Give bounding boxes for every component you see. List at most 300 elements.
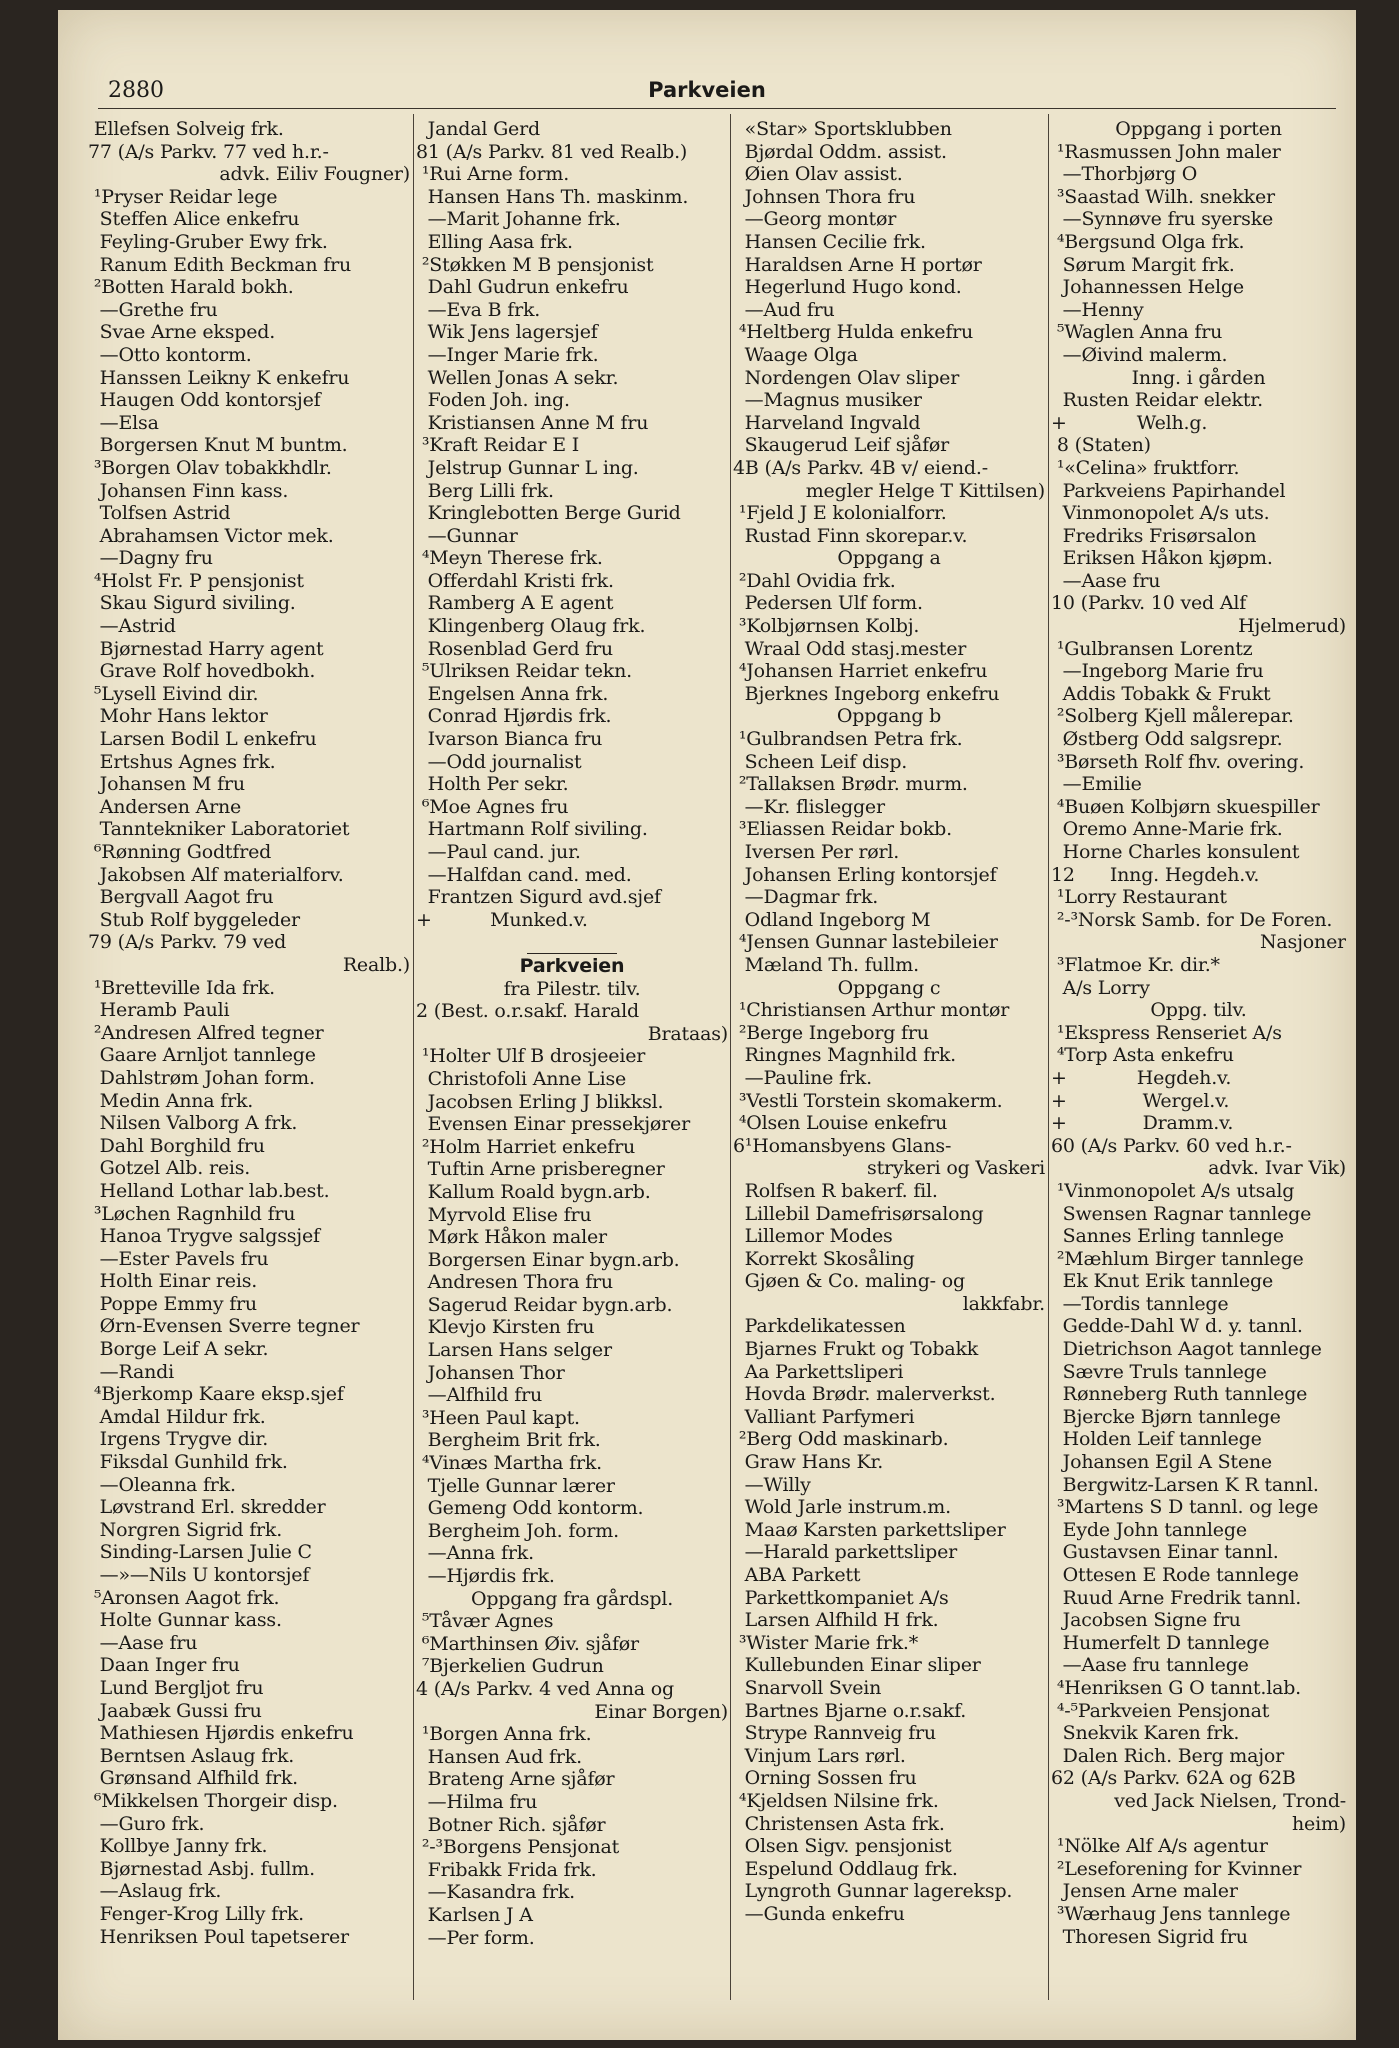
- directory-entry: Swensen Ragnar tannlege: [1051, 1202, 1312, 1225]
- section-heading-rule: [527, 953, 617, 954]
- directory-entry: ²Botten Harald bokh.: [88, 276, 294, 299]
- directory-entry: ¹Ekspress Renseriet A/s: [1051, 1021, 1282, 1044]
- directory-entry: Ranum Edith Beckman fru: [88, 253, 352, 276]
- directory-entry: Christofoli Anne Lise: [416, 1067, 627, 1090]
- directory-entry: Rolfsen R bakerf. fil.: [733, 1179, 938, 1202]
- directory-entry: Feyling-Gruber Ewy frk.: [88, 230, 328, 253]
- directory-entry: Mæland Th. fullm.: [733, 953, 919, 976]
- directory-entry: Rosenblad Gerd fru: [416, 637, 613, 660]
- directory-entry: ⁴Henriksen G O tannt.lab.: [1051, 1676, 1302, 1699]
- directory-entry: Johansen Egil A Stene: [1051, 1451, 1272, 1474]
- directory-entry: Nordengen Olav sliper: [733, 366, 960, 389]
- page-number: 2880: [108, 78, 164, 103]
- directory-entry: Dietrichson Aagot tannlege: [1051, 1338, 1322, 1361]
- directory-entry: Holden Leif tannlege: [1051, 1428, 1262, 1451]
- directory-entry: Larsen Bodil L enkefru: [88, 728, 317, 751]
- directory-entry: —Synnøve fru syerske: [1051, 208, 1274, 231]
- directory-entry: ⁴Buøen Kolbjørn skuespiller: [1051, 795, 1320, 818]
- directory-entry: ¹Gulbrandsen Petra frk.: [733, 728, 963, 751]
- directory-entry: Bergheim Joh. form.: [416, 1519, 619, 1542]
- directory-entry: ABA Parkett: [733, 1564, 861, 1586]
- header-rule: [98, 108, 1336, 109]
- directory-entry: Mathiesen Hjørdis enkefru: [88, 1722, 354, 1745]
- directory-entry: —Otto kontorm.: [88, 343, 252, 366]
- directory-entry: Jelstrup Gunnar L ing.: [416, 456, 639, 479]
- directory-entry: Bjercke Bjørn tannlege: [1051, 1405, 1281, 1428]
- directory-entry: Lillebil Damefrisørsalong: [733, 1202, 984, 1225]
- directory-entry: —Øivind malerm.: [1051, 343, 1228, 366]
- directory-entry: Borge Leif A sekr.: [88, 1338, 269, 1361]
- directory-entry: Eyde John tannlege: [1051, 1518, 1247, 1541]
- directory-entry: «Star» Sportsklubben: [733, 118, 952, 140]
- directory-entry: Larsen Hans selger: [416, 1339, 612, 1362]
- directory-entry: —Grethe fru: [88, 298, 218, 321]
- directory-entry: Aa Parkettsliperi: [733, 1360, 904, 1383]
- directory-entry: Jandal Gerd: [416, 118, 540, 140]
- directory-entry: Botner Rich. sjåfør: [416, 1813, 606, 1836]
- directory-entry: Olsen Sigv. pensjonist: [733, 1835, 952, 1858]
- directory-entry: advk. Ivar Vik): [1190, 1157, 1346, 1180]
- directory-entry: Irgens Trygve dir.: [88, 1428, 269, 1451]
- directory-entry: + Wergel.v.: [1051, 1089, 1230, 1112]
- directory-entry: Bjørnestad Harry agent: [88, 637, 324, 660]
- directory-entry: —Willy: [733, 1473, 811, 1496]
- directory-entry: ⁴Heltberg Hulda enkefru: [733, 321, 974, 344]
- directory-entry: ⁵Ulriksen Reidar tekn.: [416, 660, 632, 683]
- directory-entry: Kallum Roald bygn.arb.: [416, 1180, 651, 1203]
- directory-entry: Tuftin Arne prisberegner: [416, 1158, 665, 1181]
- directory-entry: ⁶Mikkelsen Thorgeir disp.: [88, 1789, 338, 1812]
- directory-entry: Fiksdal Gunhild frk.: [88, 1451, 288, 1474]
- directory-entry: ²Berg Odd maskinarb.: [733, 1428, 949, 1451]
- directory-entry: Amdal Hildur frk.: [88, 1405, 266, 1428]
- directory-entry: Østberg Odd salgsrepr.: [1051, 728, 1283, 751]
- directory-entry: ²Solberg Kjell målerepar.: [1051, 705, 1294, 728]
- directory-entry: Holth Per sekr.: [416, 773, 569, 796]
- directory-entry: —Ingeborg Marie fru: [1051, 660, 1264, 683]
- directory-entry: —Aud fru: [733, 298, 835, 321]
- directory-entry: ⁴Jensen Gunnar lastebileier: [733, 931, 998, 954]
- directory-entry: Henriksen Poul tapetserer: [88, 1925, 349, 1948]
- directory-entry: Holte Gunnar kass.: [88, 1609, 282, 1632]
- directory-entry: —Georg montør: [733, 208, 897, 231]
- directory-entry: ²-³Norsk Samb. for De Foren.: [1051, 908, 1333, 931]
- directory-entry: Offerdahl Kristi frk.: [416, 569, 614, 592]
- directory-entry: 4B (A/s Parkv. 4B v/ eiend.-: [733, 456, 988, 479]
- directory-entry: 8 (Staten): [1051, 434, 1151, 457]
- directory-entry: ³Wærhaug Jens tannlege: [1051, 1902, 1291, 1925]
- directory-page: [58, 10, 1356, 2040]
- directory-entry: Andersen Arne: [88, 795, 242, 818]
- directory-entry: ¹Fjeld J E kolonialforr.: [733, 502, 947, 525]
- directory-entry: Svae Arne eksped.: [88, 321, 276, 344]
- directory-entry: Realb.): [342, 953, 410, 976]
- directory-entry: ³Borgen Olav tobakkhdlr.: [88, 456, 332, 479]
- directory-entry: Kollbye Janny frk.: [88, 1835, 268, 1858]
- directory-entry: Dahlstrøm Johan form.: [88, 1066, 315, 1089]
- directory-entry: 2 (Best. o.r.sakf. Harald: [416, 1000, 639, 1023]
- directory-entry: ⁴Johansen Harriet enkefru: [733, 660, 988, 683]
- directory-entry: heim): [1292, 1812, 1346, 1835]
- directory-entry: —Gunda enkefru: [733, 1902, 905, 1925]
- directory-entry: Ellefsen Solveig frk.: [88, 118, 284, 140]
- directory-entry: Hovda Brødr. malerverkst.: [733, 1383, 996, 1406]
- directory-entry: ¹Rasmussen John maler: [1051, 140, 1281, 163]
- directory-entry: ⁷Bjerkelien Gudrun: [416, 1655, 604, 1678]
- directory-entry: Daan Inger fru: [88, 1654, 240, 1677]
- directory-entry: Espelund Oddlaug frk.: [733, 1857, 958, 1880]
- directory-entry: Stub Rolf byggeleder: [88, 908, 300, 931]
- directory-entry: —Aase fru tannlege: [1051, 1654, 1249, 1677]
- directory-entry: ¹Lorry Restaurant: [1051, 886, 1227, 909]
- directory-entry: Holth Einar reis.: [88, 1270, 258, 1293]
- directory-entry: Ertshus Agnes frk.: [88, 750, 276, 773]
- directory-entry: Graw Hans Kr.: [733, 1451, 884, 1474]
- directory-entry: Ruud Arne Fredrik tannl.: [1051, 1586, 1302, 1609]
- directory-entry: ¹Christiansen Arthur montør: [733, 999, 1010, 1022]
- directory-entry: —Pauline frk.: [733, 1066, 872, 1089]
- directory-entry: Wraal Odd stasj.mester: [733, 637, 967, 660]
- directory-entry: Dalen Rich. Berg major: [1051, 1744, 1285, 1767]
- directory-entry: Eriksen Håkon kjøpm.: [1051, 547, 1273, 570]
- directory-entry: Jacobsen Signe fru: [1051, 1609, 1241, 1632]
- directory-entry: Brateng Arne sjåfør: [416, 1768, 615, 1791]
- directory-entry: ³Kraft Reidar E I: [416, 434, 580, 457]
- directory-entry: 10 (Parkv. 10 ved Alf: [1051, 592, 1247, 615]
- directory-entry: ⁵Waglen Anna fru: [1051, 321, 1223, 344]
- directory-entry: A/s Lorry: [1051, 976, 1150, 999]
- directory-entry: 4 (A/s Parkv. 4 ved Anna og: [416, 1677, 674, 1700]
- directory-entry: ³Saastad Wilh. snekker: [1051, 185, 1275, 208]
- directory-entry: Berg Lilli frk.: [416, 479, 554, 502]
- directory-entry: Hegerlund Hugo kond.: [733, 276, 962, 299]
- directory-entry: ³Wister Marie frk.*: [733, 1631, 919, 1654]
- directory-entry: Myrvold Elise fru: [416, 1203, 592, 1226]
- directory-entry: —»—Nils U kontorsjef: [88, 1564, 310, 1586]
- directory-entry: ¹Bretteville Ida frk.: [88, 976, 276, 999]
- directory-entry: lakkfabr.: [962, 1292, 1045, 1315]
- directory-entry: Gustavsen Einar tannl.: [1051, 1541, 1279, 1564]
- directory-entry: ¹Nölke Alf A/s agentur: [1051, 1835, 1268, 1858]
- directory-entry: Oppgang b: [836, 705, 942, 728]
- directory-entry: Bergheim Brit frk.: [416, 1429, 601, 1452]
- directory-entry: Borgersen Einar bygn.arb.: [416, 1248, 680, 1271]
- directory-entry: Medin Anna frk.: [88, 1089, 254, 1112]
- directory-entry: ²Mæhlum Birger tannlege: [1051, 1247, 1304, 1270]
- directory-entry: Hanoa Trygve salgssjef: [88, 1225, 320, 1248]
- directory-entry: ¹«Celina» fruktforr.: [1051, 456, 1240, 479]
- directory-entry: ³Løchen Ragnhild fru: [88, 1202, 296, 1225]
- directory-entry: Parkveiens Papirhandel: [1051, 479, 1286, 502]
- directory-entry: Christensen Asta frk.: [733, 1812, 945, 1835]
- directory-entry: Oremo Anne-Marie frk.: [1051, 818, 1283, 841]
- directory-entry: Jacobsen Erling J blikksl.: [416, 1090, 664, 1113]
- running-head: Parkveien: [648, 78, 766, 102]
- directory-entry: Klingenberg Olaug frk.: [416, 615, 646, 638]
- directory-entry: Horne Charles konsulent: [1051, 841, 1300, 863]
- directory-entry: Hansen Cecilie frk.: [733, 230, 926, 253]
- directory-entry: —Kasandra frk.: [416, 1881, 575, 1904]
- directory-entry: Orning Sossen fru: [733, 1767, 917, 1790]
- directory-entry: Mohr Hans lektor: [88, 705, 268, 728]
- directory-entry: megler Helge T Kittilsen): [794, 479, 1045, 502]
- directory-entry: ved Jack Nielsen, Trond-: [1102, 1789, 1346, 1812]
- directory-entry: Sagerud Reidar bygn.arb.: [416, 1293, 673, 1316]
- column-divider: [413, 114, 414, 2000]
- directory-entry: Johansen Erling kontorsjef: [733, 863, 997, 886]
- directory-entry: Inng. i gården: [1131, 366, 1266, 389]
- directory-entry: Sørum Margit frk.: [1051, 253, 1235, 276]
- directory-column-1: [88, 118, 410, 1948]
- directory-entry: Heramb Pauli: [88, 999, 230, 1022]
- directory-entry: + Hegdeh.v.: [1051, 1066, 1232, 1089]
- directory-entry: —Aase fru: [1051, 569, 1161, 592]
- directory-entry: Hartmann Rolf siviling.: [416, 818, 648, 841]
- directory-entry: Steffen Alice enkefru: [88, 208, 300, 231]
- directory-column-2: [416, 118, 728, 1949]
- directory-entry: fra Pilestr. tilv.: [503, 977, 641, 1000]
- directory-entry: ⁶Moe Agnes fru: [416, 795, 569, 818]
- directory-entry: Snekvik Karen frk.: [1051, 1722, 1240, 1745]
- directory-entry: ²Støkken M B pensjonist: [416, 253, 654, 276]
- directory-entry: ⁴Vinæs Martha frk.: [416, 1452, 602, 1475]
- directory-entry: Humerfelt D tannlege: [1051, 1631, 1270, 1654]
- directory-entry: ⁵Aronsen Aagot frk.: [88, 1586, 280, 1609]
- directory-entry: Kullebunden Einar sliper: [733, 1654, 981, 1677]
- directory-entry: Karlsen J A: [416, 1903, 533, 1926]
- directory-entry: —Thorbjørg O: [1051, 163, 1198, 186]
- directory-entry: 60 (A/s Parkv. 60 ved h.r.-: [1051, 1134, 1292, 1157]
- directory-entry: 12 Inng. Hegdeh.v.: [1051, 863, 1260, 886]
- directory-entry: ²Holm Harriet enkefru: [416, 1135, 636, 1158]
- directory-entry: Johansen Thor: [416, 1361, 565, 1384]
- directory-entry: Maaø Karsten parkettsliper: [733, 1518, 1006, 1541]
- directory-entry: Rønneberg Ruth tannlege: [1051, 1383, 1308, 1406]
- directory-entry: Valliant Parfymeri: [733, 1405, 915, 1428]
- directory-entry: Harveland Ingvald: [733, 411, 921, 434]
- directory-entry: Iversen Per rørl.: [733, 841, 900, 863]
- directory-entry: Foden Joh. ing.: [416, 389, 570, 412]
- directory-entry: Larsen Alfhild H frk.: [733, 1609, 939, 1632]
- directory-entry: Sannes Erling tannlege: [1051, 1225, 1284, 1248]
- directory-entry: ⁴Meyn Therese frk.: [416, 547, 603, 570]
- directory-entry: ⁴Olsen Louise enkefru: [733, 1112, 948, 1135]
- directory-entry: ²Dahl Ovidia frk.: [733, 569, 896, 592]
- directory-entry: Vinmonopolet A/s uts.: [1051, 502, 1270, 525]
- directory-entry: Evensen Einar pressekjører: [416, 1113, 690, 1136]
- directory-entry: Parkettkompaniet A/s: [733, 1586, 949, 1609]
- directory-entry: Jakobsen Alf materialforv.: [88, 863, 344, 886]
- directory-entry: ⁵Tåvær Agnes: [416, 1610, 554, 1633]
- directory-entry: —Odd journalist: [416, 750, 582, 773]
- directory-entry: Bjørdal Oddm. assist.: [733, 140, 947, 163]
- directory-entry: 6¹Homansbyens Glans-: [733, 1134, 952, 1157]
- directory-entry: [416, 931, 728, 954]
- directory-entry: Lyngroth Gunnar lagereksp.: [733, 1880, 1013, 1903]
- directory-entry: —Elsa: [88, 411, 159, 434]
- directory-entry: Johansen Finn kass.: [88, 479, 289, 502]
- directory-entry: Øien Olav assist.: [733, 163, 903, 186]
- directory-entry: Brataas): [647, 1022, 728, 1045]
- directory-entry: Lund Bergljot fru: [88, 1676, 264, 1699]
- directory-entry: 77 (A/s Parkv. 77 ved h.r.-: [88, 140, 329, 163]
- directory-entry: Oppgang c: [837, 976, 941, 999]
- directory-entry: ⁵Lysell Eivind dir.: [88, 682, 259, 705]
- directory-entry: Klevjo Kirsten fru: [416, 1316, 595, 1339]
- directory-entry: + Munked.v.: [416, 908, 588, 931]
- directory-entry: ²Tallaksen Brødr. murm.: [733, 773, 968, 796]
- directory-entry: ⁶Rønning Godtfred: [88, 841, 272, 863]
- directory-entry: —Eva B frk.: [416, 298, 541, 321]
- directory-entry: Tjelle Gunnar lærer: [416, 1474, 615, 1497]
- directory-entry: Gedde-Dahl W d. y. tannl.: [1051, 1315, 1303, 1338]
- directory-entry: —Halfdan cand. med.: [416, 863, 632, 886]
- directory-entry: Gaare Arnljot tannlege: [88, 1044, 316, 1067]
- directory-entry: Wellen Jonas A sekr.: [416, 366, 619, 389]
- directory-entry: Johannessen Helge: [1051, 276, 1244, 299]
- directory-entry: Rustad Finn skorepar.v.: [733, 524, 968, 547]
- directory-entry: Dahl Gudrun enkefru: [416, 276, 629, 299]
- directory-entry: Engelsen Anna frk.: [416, 682, 609, 705]
- directory-entry: Ottesen E Rode tannlege: [1051, 1564, 1299, 1586]
- directory-entry: Grave Rolf hovedbokh.: [88, 660, 316, 683]
- directory-entry: ¹Vinmonopolet A/s utsalg: [1051, 1179, 1295, 1202]
- directory-entry: Bergvall Aagot fru: [88, 886, 274, 909]
- directory-entry: ¹Holter Ulf B drosjeeier: [416, 1045, 646, 1068]
- directory-entry: Fribakk Frida frk.: [416, 1858, 597, 1881]
- directory-entry: Poppe Emmy fru: [88, 1292, 257, 1315]
- directory-entry: Berntsen Aslaug frk.: [88, 1744, 295, 1767]
- directory-entry: —Paul cand. jur.: [416, 841, 581, 863]
- directory-entry: Scheen Leif disp.: [733, 750, 908, 773]
- directory-entry: ¹Rui Arne form.: [416, 163, 570, 186]
- directory-entry: Hanssen Leikny K enkefru: [88, 366, 350, 389]
- directory-entry: Haraldsen Arne H portør: [733, 253, 982, 276]
- directory-entry: Frantzen Sigurd avd.sjef: [416, 886, 661, 909]
- directory-entry: Hansen Hans Th. maskinm.: [416, 185, 689, 208]
- directory-entry: ²Leseforening for Kvinner: [1051, 1857, 1302, 1880]
- directory-entry: Korrekt Skosåling: [733, 1247, 915, 1270]
- directory-entry: —Emilie: [1051, 773, 1142, 796]
- directory-entry: Bjerknes Ingeborg enkefru: [733, 682, 1000, 705]
- directory-entry: —Ester Pavels fru: [88, 1247, 269, 1270]
- directory-entry: Abrahamsen Victor mek.: [88, 524, 334, 547]
- directory-entry: —Gunnar: [416, 524, 518, 547]
- directory-entry: Johnsen Thora fru: [733, 185, 916, 208]
- directory-entry: Ek Knut Erik tannlege: [1051, 1270, 1273, 1293]
- directory-entry: Ørn-Evensen Sverre tegner: [88, 1315, 360, 1338]
- directory-entry: Helland Lothar lab.best.: [88, 1179, 330, 1202]
- directory-entry: Gemeng Odd kontorm.: [416, 1497, 644, 1520]
- directory-entry: ⁴Holst Fr. P pensjonist: [88, 569, 304, 592]
- directory-column-4: [1051, 118, 1346, 1948]
- directory-entry: Gjøen & Co. maling- og: [733, 1270, 965, 1293]
- directory-entry: —Dagny fru: [88, 547, 213, 570]
- section-heading: Parkveien: [519, 954, 625, 977]
- directory-entry: Skaugerud Leif sjåfør: [733, 434, 950, 457]
- directory-entry: —Guro frk.: [88, 1812, 205, 1835]
- directory-entry: advk. Eiliv Fougner): [201, 163, 410, 186]
- directory-entry: Hjelmerud): [1238, 615, 1346, 638]
- directory-entry: —Astrid: [88, 615, 176, 638]
- directory-entry: ⁴-⁵Parkveien Pensjonat: [1051, 1699, 1270, 1722]
- directory-entry: Skau Sigurd siviling.: [88, 592, 296, 615]
- directory-entry: ¹Pryser Reidar lege: [88, 185, 278, 208]
- directory-entry: Jaabæk Gussi fru: [88, 1699, 262, 1722]
- directory-entry: Kristiansen Anne M fru: [416, 411, 649, 434]
- directory-column-3: [733, 118, 1045, 1926]
- directory-entry: ³Kolbjørnsen Kolbj.: [733, 615, 920, 638]
- directory-entry: Fredriks Frisørsalon: [1051, 524, 1257, 547]
- directory-entry: Pedersen Ulf form.: [733, 592, 923, 615]
- directory-entry: ⁴Bjerkomp Kaare eksp.sjef: [88, 1383, 344, 1406]
- directory-entry: Addis Tobakk & Frukt: [1051, 682, 1271, 705]
- directory-entry: ³Vestli Torstein skomakerm.: [733, 1089, 1003, 1112]
- directory-entry: —Kr. flislegger: [733, 795, 885, 818]
- directory-entry: —Hilma fru: [416, 1790, 538, 1813]
- directory-entry: Ringnes Magnhild frk.: [733, 1044, 956, 1067]
- directory-entry: —Dagmar frk.: [733, 886, 879, 909]
- directory-entry: Johansen M fru: [88, 773, 245, 796]
- directory-entry: —Oleanna frk.: [88, 1473, 236, 1496]
- directory-entry: —Anna frk.: [416, 1542, 534, 1565]
- directory-entry: Borgersen Knut M buntm.: [88, 434, 348, 457]
- directory-entry: Fenger-Krog Lilly frk.: [88, 1902, 305, 1925]
- directory-entry: ⁴Kjeldsen Nilsine frk.: [733, 1789, 939, 1812]
- directory-entry: ²Berge Ingeborg fru: [733, 1021, 929, 1044]
- directory-entry: Bjørnestad Asbj. fullm.: [88, 1857, 315, 1880]
- directory-entry: Oppgang i porten: [1115, 118, 1282, 140]
- directory-entry: —Per form.: [416, 1926, 535, 1949]
- column-divider: [730, 114, 731, 2000]
- directory-entry: ³Eliassen Reidar bokb.: [733, 818, 952, 841]
- directory-entry: Kringlebotten Berge Gurid: [416, 502, 681, 525]
- directory-entry: strykeri og Vaskeri: [849, 1157, 1045, 1180]
- directory-entry: Bjarnes Frukt og Tobakk: [733, 1338, 979, 1361]
- directory-entry: Odland Ingeborg M: [733, 908, 931, 931]
- directory-entry: Lillemor Modes: [733, 1225, 893, 1248]
- directory-entry: Norgren Sigrid frk.: [88, 1518, 283, 1541]
- directory-entry: Oppg. tilv.: [1150, 999, 1247, 1022]
- directory-entry: Strype Rannveig fru: [733, 1722, 936, 1745]
- directory-entry: Oppgang fra gårdspl.: [470, 1587, 674, 1610]
- directory-entry: ³Flatmoe Kr. dir.*: [1051, 953, 1220, 976]
- directory-entry: Gotzel Alb. reis.: [88, 1157, 251, 1180]
- column-divider: [1048, 114, 1049, 2000]
- directory-entry: Sinding-Larsen Julie C: [88, 1541, 312, 1564]
- directory-entry: Mørk Håkon maler: [416, 1226, 607, 1249]
- directory-entry: Grønsand Alfhild frk.: [88, 1767, 299, 1790]
- directory-entry: Bartnes Bjarne o.r.sakf.: [733, 1699, 967, 1722]
- directory-entry: —Aslaug frk.: [88, 1880, 222, 1903]
- directory-entry: ³Heen Paul kapt.: [416, 1406, 580, 1429]
- directory-entry: Oppgang a: [837, 547, 941, 570]
- directory-entry: Snarvoll Svein: [733, 1676, 882, 1699]
- directory-entry: ²-³Borgens Pensjonat: [416, 1836, 620, 1859]
- directory-entry: Rusten Reidar elektr.: [1051, 389, 1263, 412]
- directory-entry: Ivarson Bianca fru: [416, 728, 603, 751]
- directory-entry: Nilsen Valborg A frk.: [88, 1112, 298, 1135]
- directory-entry: —Hjørdis frk.: [416, 1565, 555, 1587]
- directory-entry: Hansen Aud frk.: [416, 1745, 582, 1768]
- directory-entry: —Marit Johanne frk.: [416, 208, 621, 231]
- directory-entry: —Aase fru: [88, 1631, 198, 1654]
- directory-entry: —Tordis tannlege: [1051, 1292, 1229, 1315]
- directory-entry: Andresen Thora fru: [416, 1271, 613, 1294]
- directory-entry: Thoresen Sigrid fru: [1051, 1925, 1248, 1948]
- directory-entry: ⁴Bergsund Olga frk.: [1051, 230, 1245, 253]
- directory-entry: 81 (A/s Parkv. 81 ved Realb.): [416, 140, 688, 163]
